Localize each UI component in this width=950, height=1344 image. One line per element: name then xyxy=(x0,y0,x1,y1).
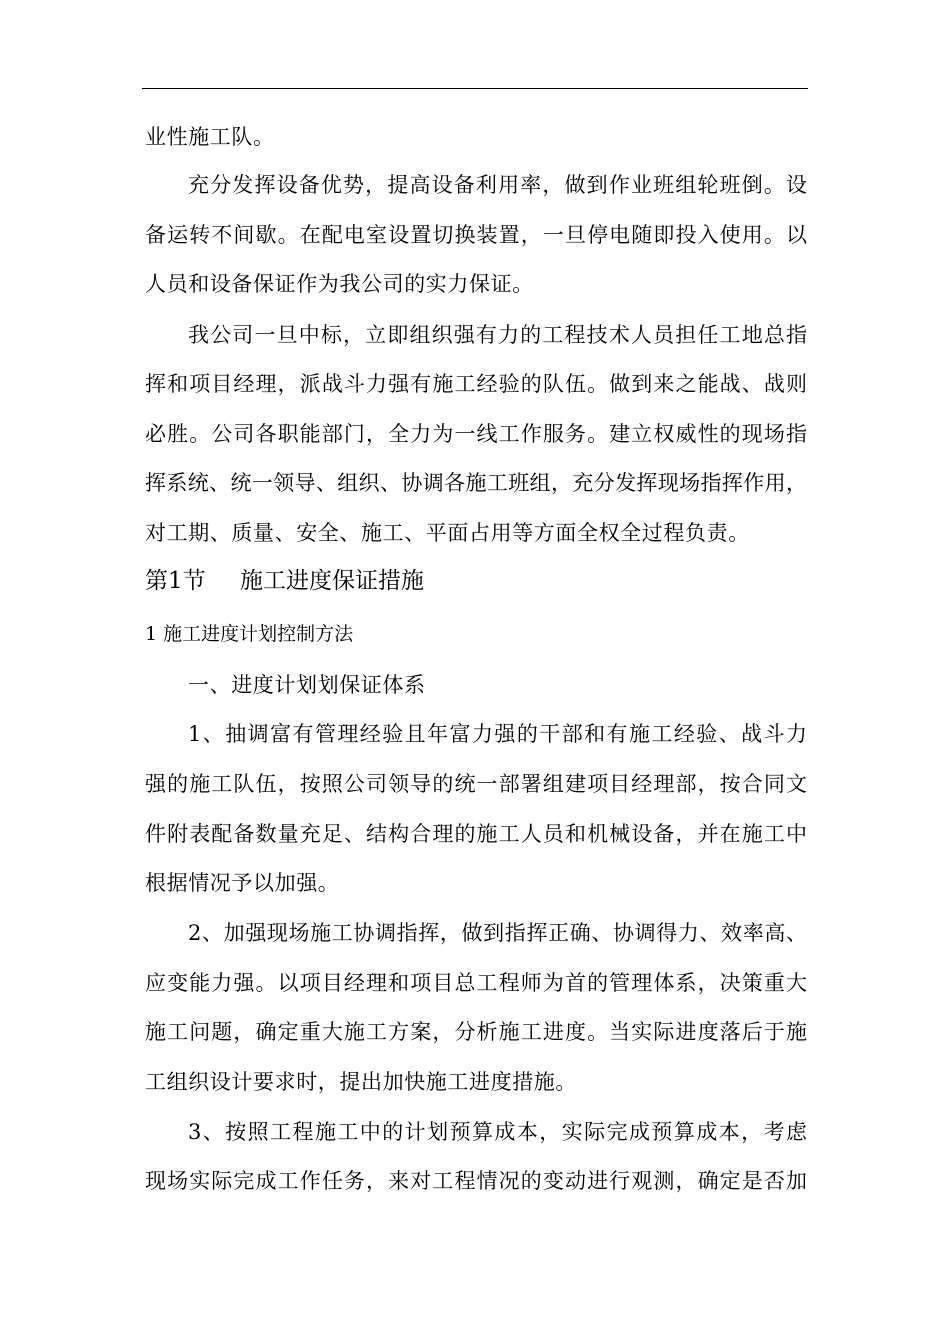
text-line: 人员和设备保证作为我公司的实力保证。 xyxy=(145,272,534,296)
text-line: 我公司一旦中标，立即组织强有力的工程技术人员担任工地总指 xyxy=(188,323,807,347)
text-line: 1、抽调富有管理经验且年富力强的干部和有施工经验、战斗力 xyxy=(188,722,807,746)
text-line: 对工期、质量、安全、施工、平面占用等方面全权全过程负责。 xyxy=(145,521,750,545)
header-rule xyxy=(142,88,808,89)
text-line: 备运转不间歇。在配电室设置切换装置，一旦停电随即投入使用。以 xyxy=(145,223,807,247)
text-line: 3、按照工程施工中的计划预算成本，实际完成预算成本，考虑 xyxy=(188,1120,807,1144)
text-line: 现场实际完成工作任务，来对工程情况的变动进行观测，确定是否加 xyxy=(145,1169,807,1193)
text-line: 2、加强现场施工协调指挥，做到指挥正确、协调得力、效率高、 xyxy=(188,921,807,945)
subsection-heading: 1 施工进度计划控制方法 xyxy=(145,623,354,645)
text-line: 件附表配备数量充足、结构合理的施工人员和机械设备，并在施工中 xyxy=(145,822,807,846)
text-line: 挥系统、统一领导、组织、协调各施工班组，充分发挥现场指挥作用， xyxy=(145,471,807,495)
text-line: 必胜。公司各职能部门，全力为一线工作服务。建立权威性的现场指 xyxy=(145,422,807,446)
text-line: 一、进度计划划保证体系 xyxy=(188,673,426,697)
text-line: 挥和项目经理，派战斗力强有施工经验的队伍。做到来之能战、战则 xyxy=(145,372,807,396)
section-title: 施工进度保证措施 xyxy=(240,568,424,594)
section-heading xyxy=(145,568,424,594)
section-number: 第1节 xyxy=(145,568,206,594)
text-line: 应变能力强。以项目经理和项目总工程师为首的管理体系，决策重大 xyxy=(145,971,807,995)
text-line: 强的施工队伍，按照公司领导的统一部署组建项目经理部，按合同文 xyxy=(145,772,807,796)
text-line: 业性施工队。 xyxy=(145,125,275,149)
text-line: 充分发挥设备优势，提高设备利用率，做到作业班组轮班倒。设 xyxy=(188,173,807,197)
text-line: 根据情况予以加强。 xyxy=(145,871,340,895)
text-line: 施工问题，确定重大施工方案，分析施工进度。当实际进度落后于施 xyxy=(145,1020,807,1044)
text-line: 工组织设计要求时，提出加快施工进度措施。 xyxy=(145,1070,577,1094)
